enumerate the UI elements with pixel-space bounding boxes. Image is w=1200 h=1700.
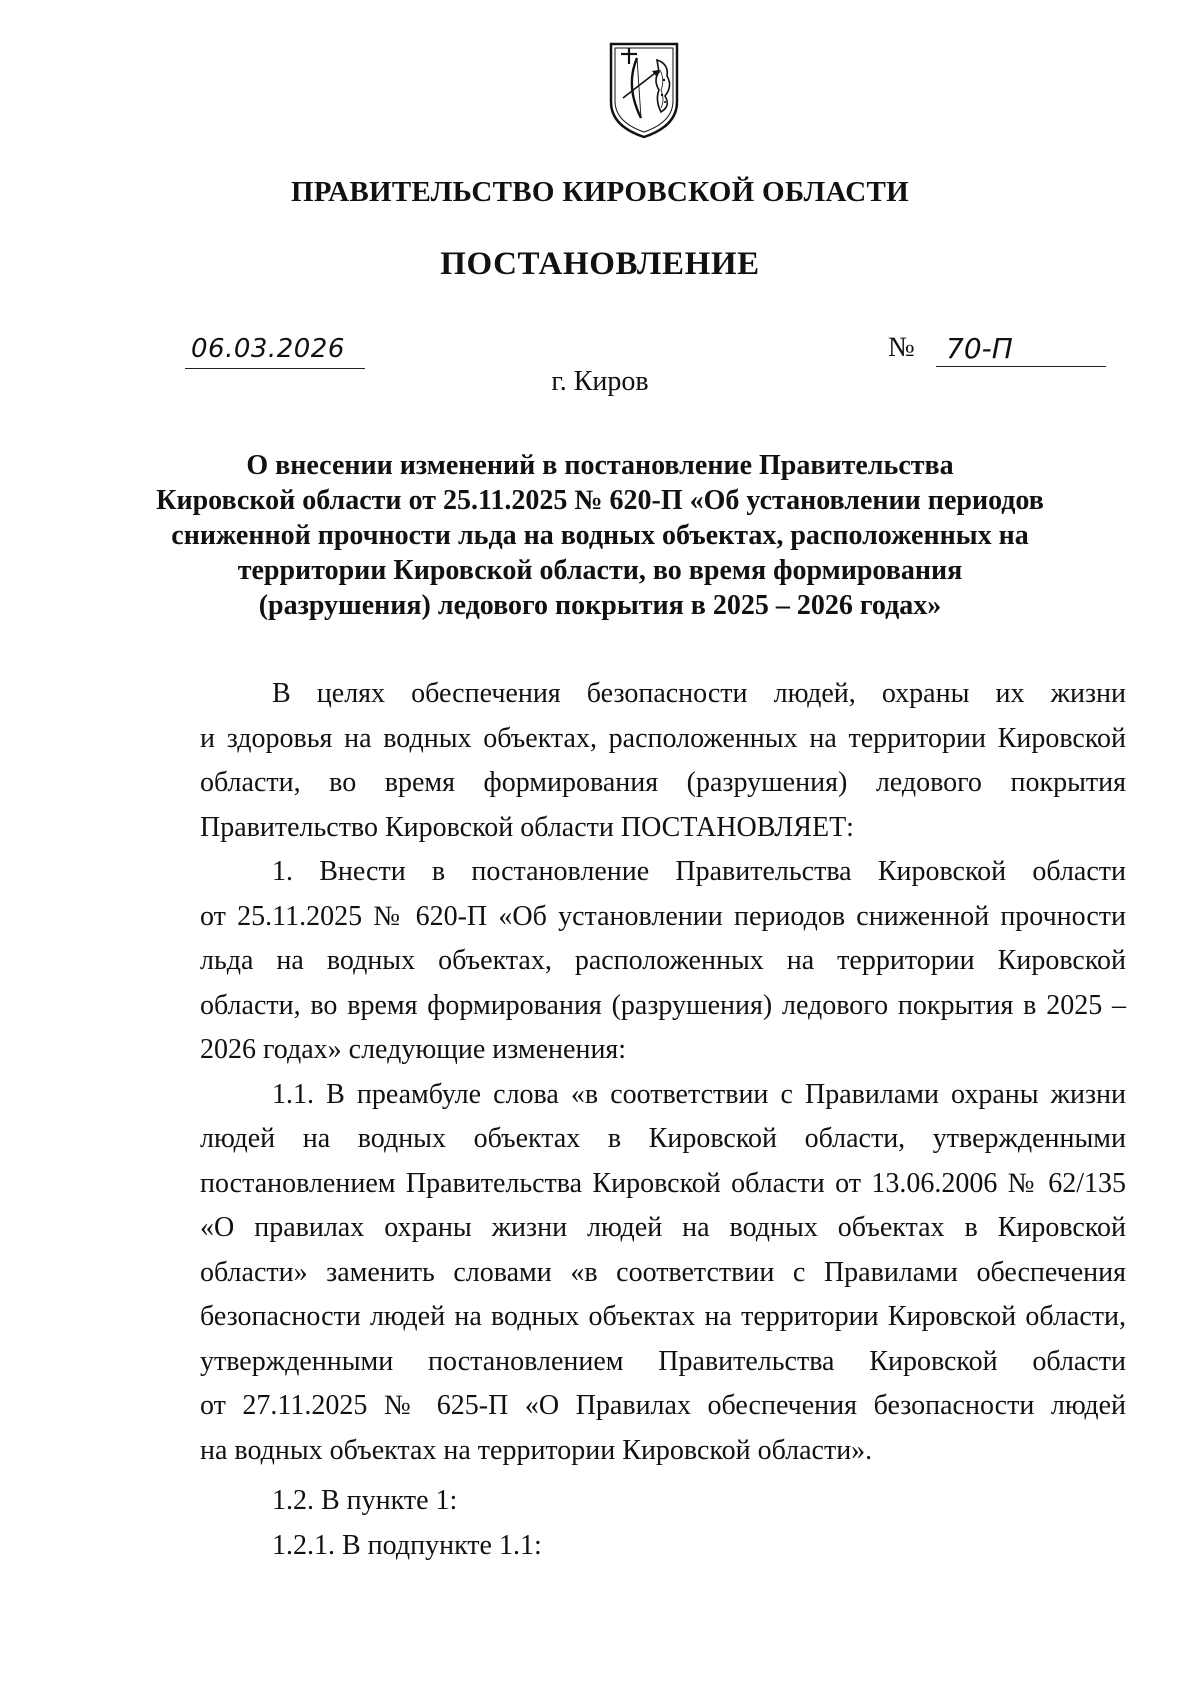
text-line: области, во время формирования (разрушения) ледового покрытия в 2025 – [200,989,1126,1021]
organization-title: ПРАВИТЕЛЬСТВО КИРОВСКОЙ ОБЛАСТИ [290,176,910,208]
text-line: 1.2.1. В подпункте 1.1: [272,1529,542,1561]
number-sign: № [888,332,915,363]
preamble-paragraph [200,672,1126,850]
text-line: области» заменить словами «в соответствии с Правилами обеспечения [200,1256,1126,1288]
text-line: на водных объектах на территории Кировской области». [200,1434,873,1466]
heading-line: Кировской области от 25.11.2025 № 620-П «Об установлении периодов [156,485,1044,516]
clause-1-1-paragraph [200,1073,1126,1474]
document-heading [150,448,1050,623]
text-line: безопасности людей на водных объектах на территории Кировской области, [200,1301,1126,1332]
text-line: «О правилах охраны жизни людей на водных объектах в Кировской [200,1212,1126,1243]
document-city: г. Киров [551,366,649,397]
text-line: от 25.11.2025 № 620-П «Об установлении периодов сниженной прочности [200,900,1126,932]
text-line: от 27.11.2025 № 625-П «О Правилах обеспечения безопасности людей [200,1390,1126,1421]
document-number-field [888,330,1128,370]
document-body [200,672,1126,1568]
text-line: постановлением Правительства Кировской области от 13.06.2006 № 62/135 [200,1167,1126,1199]
text-line: 1.1. В преамбуле слова «в соответствии с Правилами охраны жизни [272,1078,1126,1110]
text-line: 2026 годах» следующие изменения: [200,1034,627,1065]
clause-1-2-1-paragraph [200,1524,1126,1569]
document-date-field [185,334,365,369]
document-date: 06.03.2026 [191,334,345,364]
text-line: и здоровья на водных объектах, расположенных на территории Кировской [200,722,1126,754]
clause-1-paragraph [200,850,1126,1073]
heading-line: О внесении изменений в постановление Правительства [246,450,954,481]
text-line: утвержденными постановлением Правительства Кировской области [200,1345,1126,1377]
text-line: области, во время формирования (разрушения) ледового покрытия [200,767,1126,798]
coat-of-arms-icon [607,40,681,140]
document-number: 70-П [946,332,1013,365]
text-line: 1.2. В пункте 1: [272,1485,458,1516]
text-line: 1. Внести в постановление Правительства Кировской области [272,856,1126,887]
text-line: людей на водных объектах в Кировской области, утвержденными [200,1123,1126,1154]
text-line: В целях обеспечения безопасности людей, охраны их жизни [272,678,1126,709]
heading-line: сниженной прочности льда на водных объектах, расположенных на [171,520,1029,551]
text-line: льда на водных объектах, расположенных на территории Кировской [200,945,1126,976]
document-type: ПОСТАНОВЛЕНИЕ [440,246,760,282]
text-line: Правительство Кировской области ПОСТАНОВЛЯЕТ: [200,811,854,843]
heading-line: (разрушения) ледового покрытия в 2025 – 2026 годах» [258,590,942,621]
heading-line: территории Кировской области, во время формирования [237,555,963,586]
clause-1-2-paragraph [200,1479,1126,1524]
